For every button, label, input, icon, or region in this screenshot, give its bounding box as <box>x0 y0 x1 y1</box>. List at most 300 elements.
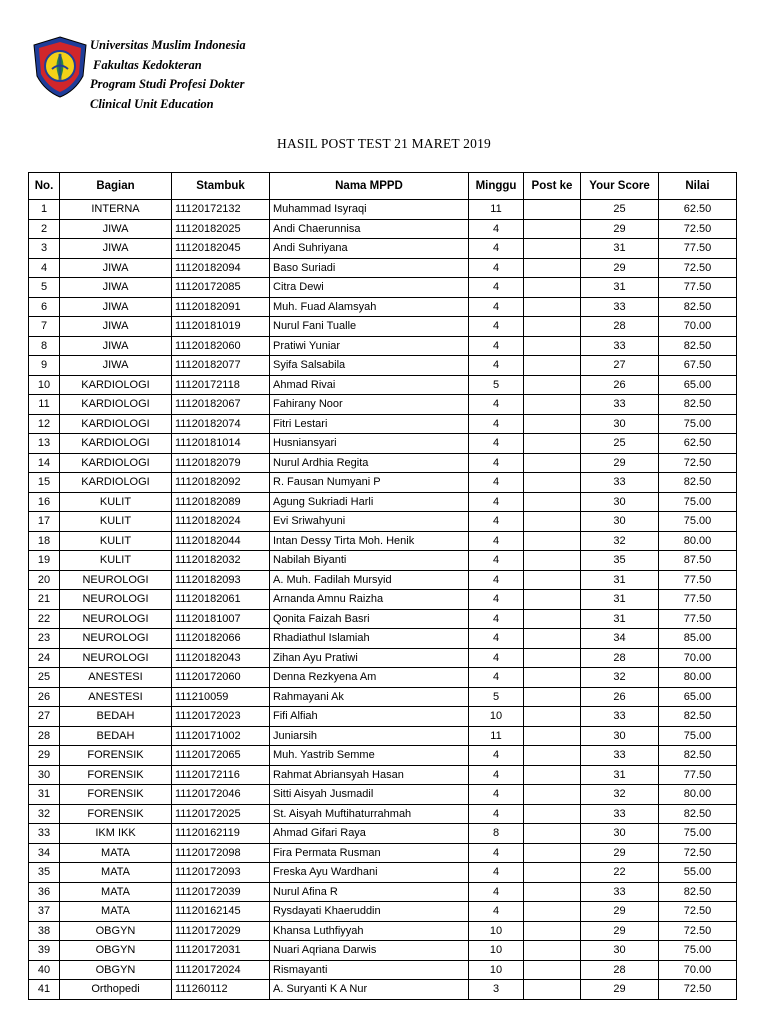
cell-bagian: KULIT <box>60 531 172 551</box>
column-header-minggu: Minggu <box>469 173 524 200</box>
cell-nilai: 82.50 <box>659 707 737 727</box>
cell-nama: Arnanda Amnu Raizha <box>270 590 469 610</box>
cell-minggu: 4 <box>469 882 524 902</box>
cell-nilai: 65.00 <box>659 375 737 395</box>
cell-no: 15 <box>29 473 60 493</box>
cell-post-ke <box>524 668 581 688</box>
cell-nilai: 62.50 <box>659 434 737 454</box>
column-header-bagian: Bagian <box>60 173 172 200</box>
table-row <box>29 434 737 454</box>
cell-no: 17 <box>29 512 60 532</box>
cell-stambuk: 11120172039 <box>172 882 270 902</box>
cell-no: 37 <box>29 902 60 922</box>
cell-bagian: JIWA <box>60 297 172 317</box>
cell-minggu: 4 <box>469 219 524 239</box>
cell-bagian: BEDAH <box>60 726 172 746</box>
cell-bagian: FORENSIK <box>60 785 172 805</box>
cell-bagian: KARDIOLOGI <box>60 434 172 454</box>
cell-bagian: OBGYN <box>60 960 172 980</box>
cell-nilai: 75.00 <box>659 824 737 844</box>
cell-your-score: 29 <box>581 843 659 863</box>
cell-nilai: 82.50 <box>659 746 737 766</box>
cell-bagian: KARDIOLOGI <box>60 414 172 434</box>
cell-nama: Baso Suriadi <box>270 258 469 278</box>
cell-minggu: 4 <box>469 765 524 785</box>
cell-your-score: 31 <box>581 609 659 629</box>
cell-stambuk: 11120182094 <box>172 258 270 278</box>
table-row <box>29 219 737 239</box>
cell-nama: Nurul Afina R <box>270 882 469 902</box>
cell-post-ke <box>524 863 581 883</box>
cell-post-ke <box>524 414 581 434</box>
cell-nama: Zihan Ayu Pratiwi <box>270 648 469 668</box>
cell-minggu: 4 <box>469 258 524 278</box>
cell-no: 21 <box>29 590 60 610</box>
cell-post-ke <box>524 882 581 902</box>
cell-nilai: 80.00 <box>659 668 737 688</box>
cell-stambuk: 11120171002 <box>172 726 270 746</box>
cell-nilai: 75.00 <box>659 492 737 512</box>
table-row <box>29 648 737 668</box>
cell-post-ke <box>524 648 581 668</box>
cell-post-ke <box>524 531 581 551</box>
table-row <box>29 200 737 220</box>
cell-post-ke <box>524 609 581 629</box>
cell-bagian: MATA <box>60 863 172 883</box>
cell-stambuk: 11120182024 <box>172 512 270 532</box>
cell-nama: Denna Rezkyena Am <box>270 668 469 688</box>
cell-stambuk: 11120182043 <box>172 648 270 668</box>
cell-minggu: 4 <box>469 902 524 922</box>
cell-bagian: KULIT <box>60 551 172 571</box>
cell-nama: Juniarsih <box>270 726 469 746</box>
cell-minggu: 4 <box>469 648 524 668</box>
cell-post-ke <box>524 473 581 493</box>
cell-your-score: 35 <box>581 551 659 571</box>
cell-no: 6 <box>29 297 60 317</box>
cell-post-ke <box>524 395 581 415</box>
table-row <box>29 960 737 980</box>
cell-nama: Fitri Lestari <box>270 414 469 434</box>
cell-nama: A. Suryanti K A Nur <box>270 980 469 1000</box>
table-row <box>29 629 737 649</box>
cell-your-score: 33 <box>581 473 659 493</box>
cell-your-score: 29 <box>581 219 659 239</box>
cell-nilai: 80.00 <box>659 531 737 551</box>
cell-nama: Agung Sukriadi Harli <box>270 492 469 512</box>
cell-your-score: 22 <box>581 863 659 883</box>
cell-your-score: 31 <box>581 239 659 259</box>
cell-nama: Rysdayati Khaeruddin <box>270 902 469 922</box>
cell-post-ke <box>524 941 581 961</box>
cell-nama: Khansa Luthfiyyah <box>270 921 469 941</box>
cell-stambuk: 11120172046 <box>172 785 270 805</box>
cell-post-ke <box>524 902 581 922</box>
cell-nilai: 77.50 <box>659 239 737 259</box>
unit-name: Clinical Unit Education <box>90 96 214 111</box>
cell-nama: Qonita Faizah Basri <box>270 609 469 629</box>
cell-your-score: 32 <box>581 785 659 805</box>
table-row <box>29 336 737 356</box>
cell-bagian: NEUROLOGI <box>60 590 172 610</box>
table-row <box>29 570 737 590</box>
cell-minggu: 10 <box>469 707 524 727</box>
cell-no: 8 <box>29 336 60 356</box>
table-body <box>29 200 737 1000</box>
cell-minggu: 10 <box>469 941 524 961</box>
cell-nilai: 72.50 <box>659 921 737 941</box>
cell-nilai: 70.00 <box>659 317 737 337</box>
cell-no: 4 <box>29 258 60 278</box>
table-row <box>29 492 737 512</box>
cell-minggu: 4 <box>469 239 524 259</box>
cell-your-score: 31 <box>581 590 659 610</box>
cell-minggu: 10 <box>469 960 524 980</box>
table-row <box>29 921 737 941</box>
cell-stambuk: 11120181007 <box>172 609 270 629</box>
cell-no: 9 <box>29 356 60 376</box>
cell-nama: A. Muh. Fadilah Mursyid <box>270 570 469 590</box>
cell-bagian: KULIT <box>60 492 172 512</box>
cell-minggu: 4 <box>469 336 524 356</box>
cell-nama: Nurul Fani Tualle <box>270 317 469 337</box>
table-row <box>29 512 737 532</box>
institution-block <box>90 36 246 114</box>
cell-stambuk: 11120172132 <box>172 200 270 220</box>
cell-bagian: FORENSIK <box>60 765 172 785</box>
cell-post-ke <box>524 219 581 239</box>
cell-no: 29 <box>29 746 60 766</box>
cell-nama: Muh. Yastrib Semme <box>270 746 469 766</box>
cell-minggu: 4 <box>469 863 524 883</box>
cell-no: 7 <box>29 317 60 337</box>
cell-post-ke <box>524 980 581 1000</box>
cell-your-score: 33 <box>581 297 659 317</box>
cell-post-ke <box>524 317 581 337</box>
cell-stambuk: 11120172065 <box>172 746 270 766</box>
cell-minggu: 11 <box>469 200 524 220</box>
cell-minggu: 4 <box>469 434 524 454</box>
document-title: HASIL POST TEST 21 MARET 2019 <box>277 136 491 151</box>
cell-no: 10 <box>29 375 60 395</box>
cell-nama: Rismayanti <box>270 960 469 980</box>
cell-stambuk: 11120182061 <box>172 590 270 610</box>
cell-post-ke <box>524 239 581 259</box>
cell-bagian: JIWA <box>60 219 172 239</box>
cell-nilai: 85.00 <box>659 629 737 649</box>
cell-nama: Muhammad Isyraqi <box>270 200 469 220</box>
cell-post-ke <box>524 765 581 785</box>
cell-stambuk: 11120162145 <box>172 902 270 922</box>
cell-nilai: 82.50 <box>659 297 737 317</box>
cell-minggu: 4 <box>469 843 524 863</box>
table-row <box>29 726 737 746</box>
cell-minggu: 5 <box>469 687 524 707</box>
cell-minggu: 4 <box>469 278 524 298</box>
cell-post-ke <box>524 746 581 766</box>
cell-post-ke <box>524 960 581 980</box>
cell-post-ke <box>524 512 581 532</box>
cell-stambuk: 11120172023 <box>172 707 270 727</box>
table-row <box>29 668 737 688</box>
cell-your-score: 33 <box>581 804 659 824</box>
cell-bagian: JIWA <box>60 336 172 356</box>
cell-minggu: 4 <box>469 492 524 512</box>
cell-no: 38 <box>29 921 60 941</box>
table-row <box>29 941 737 961</box>
cell-nilai: 75.00 <box>659 512 737 532</box>
cell-nilai: 82.50 <box>659 804 737 824</box>
cell-your-score: 26 <box>581 375 659 395</box>
cell-bagian: OBGYN <box>60 921 172 941</box>
cell-nama: Pratiwi Yuniar <box>270 336 469 356</box>
table-row <box>29 453 737 473</box>
cell-post-ke <box>524 921 581 941</box>
cell-post-ke <box>524 551 581 571</box>
table-row <box>29 395 737 415</box>
table-row <box>29 590 737 610</box>
cell-your-score: 31 <box>581 278 659 298</box>
cell-post-ke <box>524 707 581 727</box>
cell-your-score: 32 <box>581 531 659 551</box>
cell-minggu: 5 <box>469 375 524 395</box>
cell-stambuk: 11120172024 <box>172 960 270 980</box>
cell-your-score: 25 <box>581 434 659 454</box>
table-row <box>29 297 737 317</box>
cell-nilai: 77.50 <box>659 278 737 298</box>
cell-stambuk: 11120181014 <box>172 434 270 454</box>
cell-minggu: 4 <box>469 551 524 571</box>
cell-nilai: 67.50 <box>659 356 737 376</box>
table-row <box>29 843 737 863</box>
cell-minggu: 10 <box>469 921 524 941</box>
cell-bagian: ANESTESI <box>60 687 172 707</box>
cell-nama: R. Fausan Numyani P <box>270 473 469 493</box>
cell-bagian: FORENSIK <box>60 746 172 766</box>
column-header-stambuk: Stambuk <box>172 173 270 200</box>
cell-nilai: 75.00 <box>659 414 737 434</box>
cell-bagian: NEUROLOGI <box>60 570 172 590</box>
cell-your-score: 25 <box>581 200 659 220</box>
cell-minggu: 4 <box>469 297 524 317</box>
column-header-no: No. <box>29 173 60 200</box>
cell-stambuk: 11120172029 <box>172 921 270 941</box>
cell-your-score: 33 <box>581 336 659 356</box>
cell-stambuk: 11120182092 <box>172 473 270 493</box>
cell-minggu: 4 <box>469 746 524 766</box>
cell-nama: Evi Sriwahyuni <box>270 512 469 532</box>
cell-post-ke <box>524 785 581 805</box>
cell-no: 41 <box>29 980 60 1000</box>
cell-your-score: 30 <box>581 414 659 434</box>
cell-post-ke <box>524 570 581 590</box>
cell-minggu: 4 <box>469 317 524 337</box>
cell-your-score: 30 <box>581 492 659 512</box>
cell-stambuk: 111210059 <box>172 687 270 707</box>
table-header-row <box>29 173 737 200</box>
cell-nilai: 75.00 <box>659 726 737 746</box>
cell-nilai: 72.50 <box>659 980 737 1000</box>
cell-bagian: NEUROLOGI <box>60 629 172 649</box>
cell-bagian: KARDIOLOGI <box>60 375 172 395</box>
cell-post-ke <box>524 629 581 649</box>
cell-no: 40 <box>29 960 60 980</box>
cell-nilai: 80.00 <box>659 785 737 805</box>
table-row <box>29 707 737 727</box>
cell-minggu: 4 <box>469 785 524 805</box>
cell-nama: Fifi Alfiah <box>270 707 469 727</box>
cell-bagian: KARDIOLOGI <box>60 395 172 415</box>
cell-bagian: MATA <box>60 843 172 863</box>
cell-no: 14 <box>29 453 60 473</box>
cell-your-score: 29 <box>581 980 659 1000</box>
cell-stambuk: 11120182032 <box>172 551 270 571</box>
cell-nilai: 72.50 <box>659 258 737 278</box>
cell-minggu: 4 <box>469 609 524 629</box>
cell-bagian: IKM IKK <box>60 824 172 844</box>
table-row <box>29 785 737 805</box>
cell-minggu: 8 <box>469 824 524 844</box>
cell-bagian: OBGYN <box>60 941 172 961</box>
cell-stambuk: 11120182060 <box>172 336 270 356</box>
cell-bagian: JIWA <box>60 258 172 278</box>
cell-your-score: 30 <box>581 941 659 961</box>
cell-post-ke <box>524 453 581 473</box>
cell-stambuk: 11120172025 <box>172 804 270 824</box>
column-header-nama: Nama MPPD <box>270 173 469 200</box>
cell-stambuk: 111260112 <box>172 980 270 1000</box>
table-row <box>29 765 737 785</box>
cell-nama: Fira Permata Rusman <box>270 843 469 863</box>
cell-nama: Rhadiathul Islamiah <box>270 629 469 649</box>
cell-no: 36 <box>29 882 60 902</box>
cell-no: 20 <box>29 570 60 590</box>
cell-bagian: JIWA <box>60 317 172 337</box>
cell-nilai: 55.00 <box>659 863 737 883</box>
cell-bagian: KARDIOLOGI <box>60 453 172 473</box>
cell-nama: Ahmad Gifari Raya <box>270 824 469 844</box>
cell-nama: Andi Suhriyana <box>270 239 469 259</box>
cell-bagian: JIWA <box>60 278 172 298</box>
cell-stambuk: 11120172060 <box>172 668 270 688</box>
cell-nama: Fahirany Noor <box>270 395 469 415</box>
cell-stambuk: 11120172118 <box>172 375 270 395</box>
cell-minggu: 4 <box>469 414 524 434</box>
cell-nilai: 72.50 <box>659 453 737 473</box>
cell-no: 28 <box>29 726 60 746</box>
cell-nilai: 72.50 <box>659 902 737 922</box>
table-row <box>29 375 737 395</box>
cell-stambuk: 11120172031 <box>172 941 270 961</box>
cell-your-score: 28 <box>581 648 659 668</box>
cell-minggu: 4 <box>469 668 524 688</box>
results-table <box>28 172 737 1000</box>
cell-stambuk: 11120182091 <box>172 297 270 317</box>
table-row <box>29 746 737 766</box>
cell-nama: St. Aisyah Muftihaturrahmah <box>270 804 469 824</box>
table-row <box>29 531 737 551</box>
cell-nilai: 75.00 <box>659 941 737 961</box>
cell-post-ke <box>524 687 581 707</box>
cell-stambuk: 11120181019 <box>172 317 270 337</box>
cell-minggu: 4 <box>469 395 524 415</box>
table-row <box>29 609 737 629</box>
cell-your-score: 28 <box>581 317 659 337</box>
cell-post-ke <box>524 824 581 844</box>
cell-your-score: 29 <box>581 258 659 278</box>
cell-no: 2 <box>29 219 60 239</box>
cell-nilai: 65.00 <box>659 687 737 707</box>
cell-post-ke <box>524 492 581 512</box>
cell-stambuk: 11120182089 <box>172 492 270 512</box>
cell-minggu: 4 <box>469 531 524 551</box>
cell-your-score: 26 <box>581 687 659 707</box>
cell-bagian: MATA <box>60 902 172 922</box>
university-logo-icon <box>33 36 87 98</box>
cell-bagian: ANESTESI <box>60 668 172 688</box>
cell-no: 12 <box>29 414 60 434</box>
cell-no: 13 <box>29 434 60 454</box>
table-row <box>29 414 737 434</box>
cell-minggu: 4 <box>469 570 524 590</box>
cell-nilai: 87.50 <box>659 551 737 571</box>
cell-no: 30 <box>29 765 60 785</box>
cell-bagian: BEDAH <box>60 707 172 727</box>
cell-nama: Citra Dewi <box>270 278 469 298</box>
cell-no: 39 <box>29 941 60 961</box>
cell-no: 25 <box>29 668 60 688</box>
cell-minggu: 11 <box>469 726 524 746</box>
faculty-name: Fakultas Kedokteran <box>93 57 202 72</box>
cell-your-score: 34 <box>581 629 659 649</box>
cell-no: 23 <box>29 629 60 649</box>
cell-post-ke <box>524 278 581 298</box>
cell-stambuk: 11120172085 <box>172 278 270 298</box>
cell-nama: Andi Chaerunnisa <box>270 219 469 239</box>
cell-minggu: 4 <box>469 453 524 473</box>
cell-no: 27 <box>29 707 60 727</box>
table-row <box>29 356 737 376</box>
cell-bagian: NEUROLOGI <box>60 609 172 629</box>
cell-stambuk: 11120182074 <box>172 414 270 434</box>
cell-no: 19 <box>29 551 60 571</box>
cell-stambuk: 11120162119 <box>172 824 270 844</box>
cell-nilai: 77.50 <box>659 609 737 629</box>
cell-stambuk: 11120172093 <box>172 863 270 883</box>
cell-your-score: 30 <box>581 726 659 746</box>
table-row <box>29 473 737 493</box>
cell-post-ke <box>524 590 581 610</box>
table-row <box>29 551 737 571</box>
table-row <box>29 980 737 1000</box>
cell-bagian: KULIT <box>60 512 172 532</box>
cell-minggu: 4 <box>469 629 524 649</box>
cell-post-ke <box>524 336 581 356</box>
cell-no: 1 <box>29 200 60 220</box>
cell-no: 35 <box>29 863 60 883</box>
cell-nama: Sitti Aisyah Jusmadil <box>270 785 469 805</box>
cell-your-score: 29 <box>581 902 659 922</box>
cell-nilai: 77.50 <box>659 570 737 590</box>
cell-nilai: 82.50 <box>659 882 737 902</box>
cell-stambuk: 11120182025 <box>172 219 270 239</box>
cell-nama: Ahmad Rivai <box>270 375 469 395</box>
column-header-nilai: Nilai <box>659 173 737 200</box>
cell-your-score: 32 <box>581 668 659 688</box>
cell-stambuk: 11120182077 <box>172 356 270 376</box>
cell-post-ke <box>524 297 581 317</box>
cell-nilai: 70.00 <box>659 648 737 668</box>
